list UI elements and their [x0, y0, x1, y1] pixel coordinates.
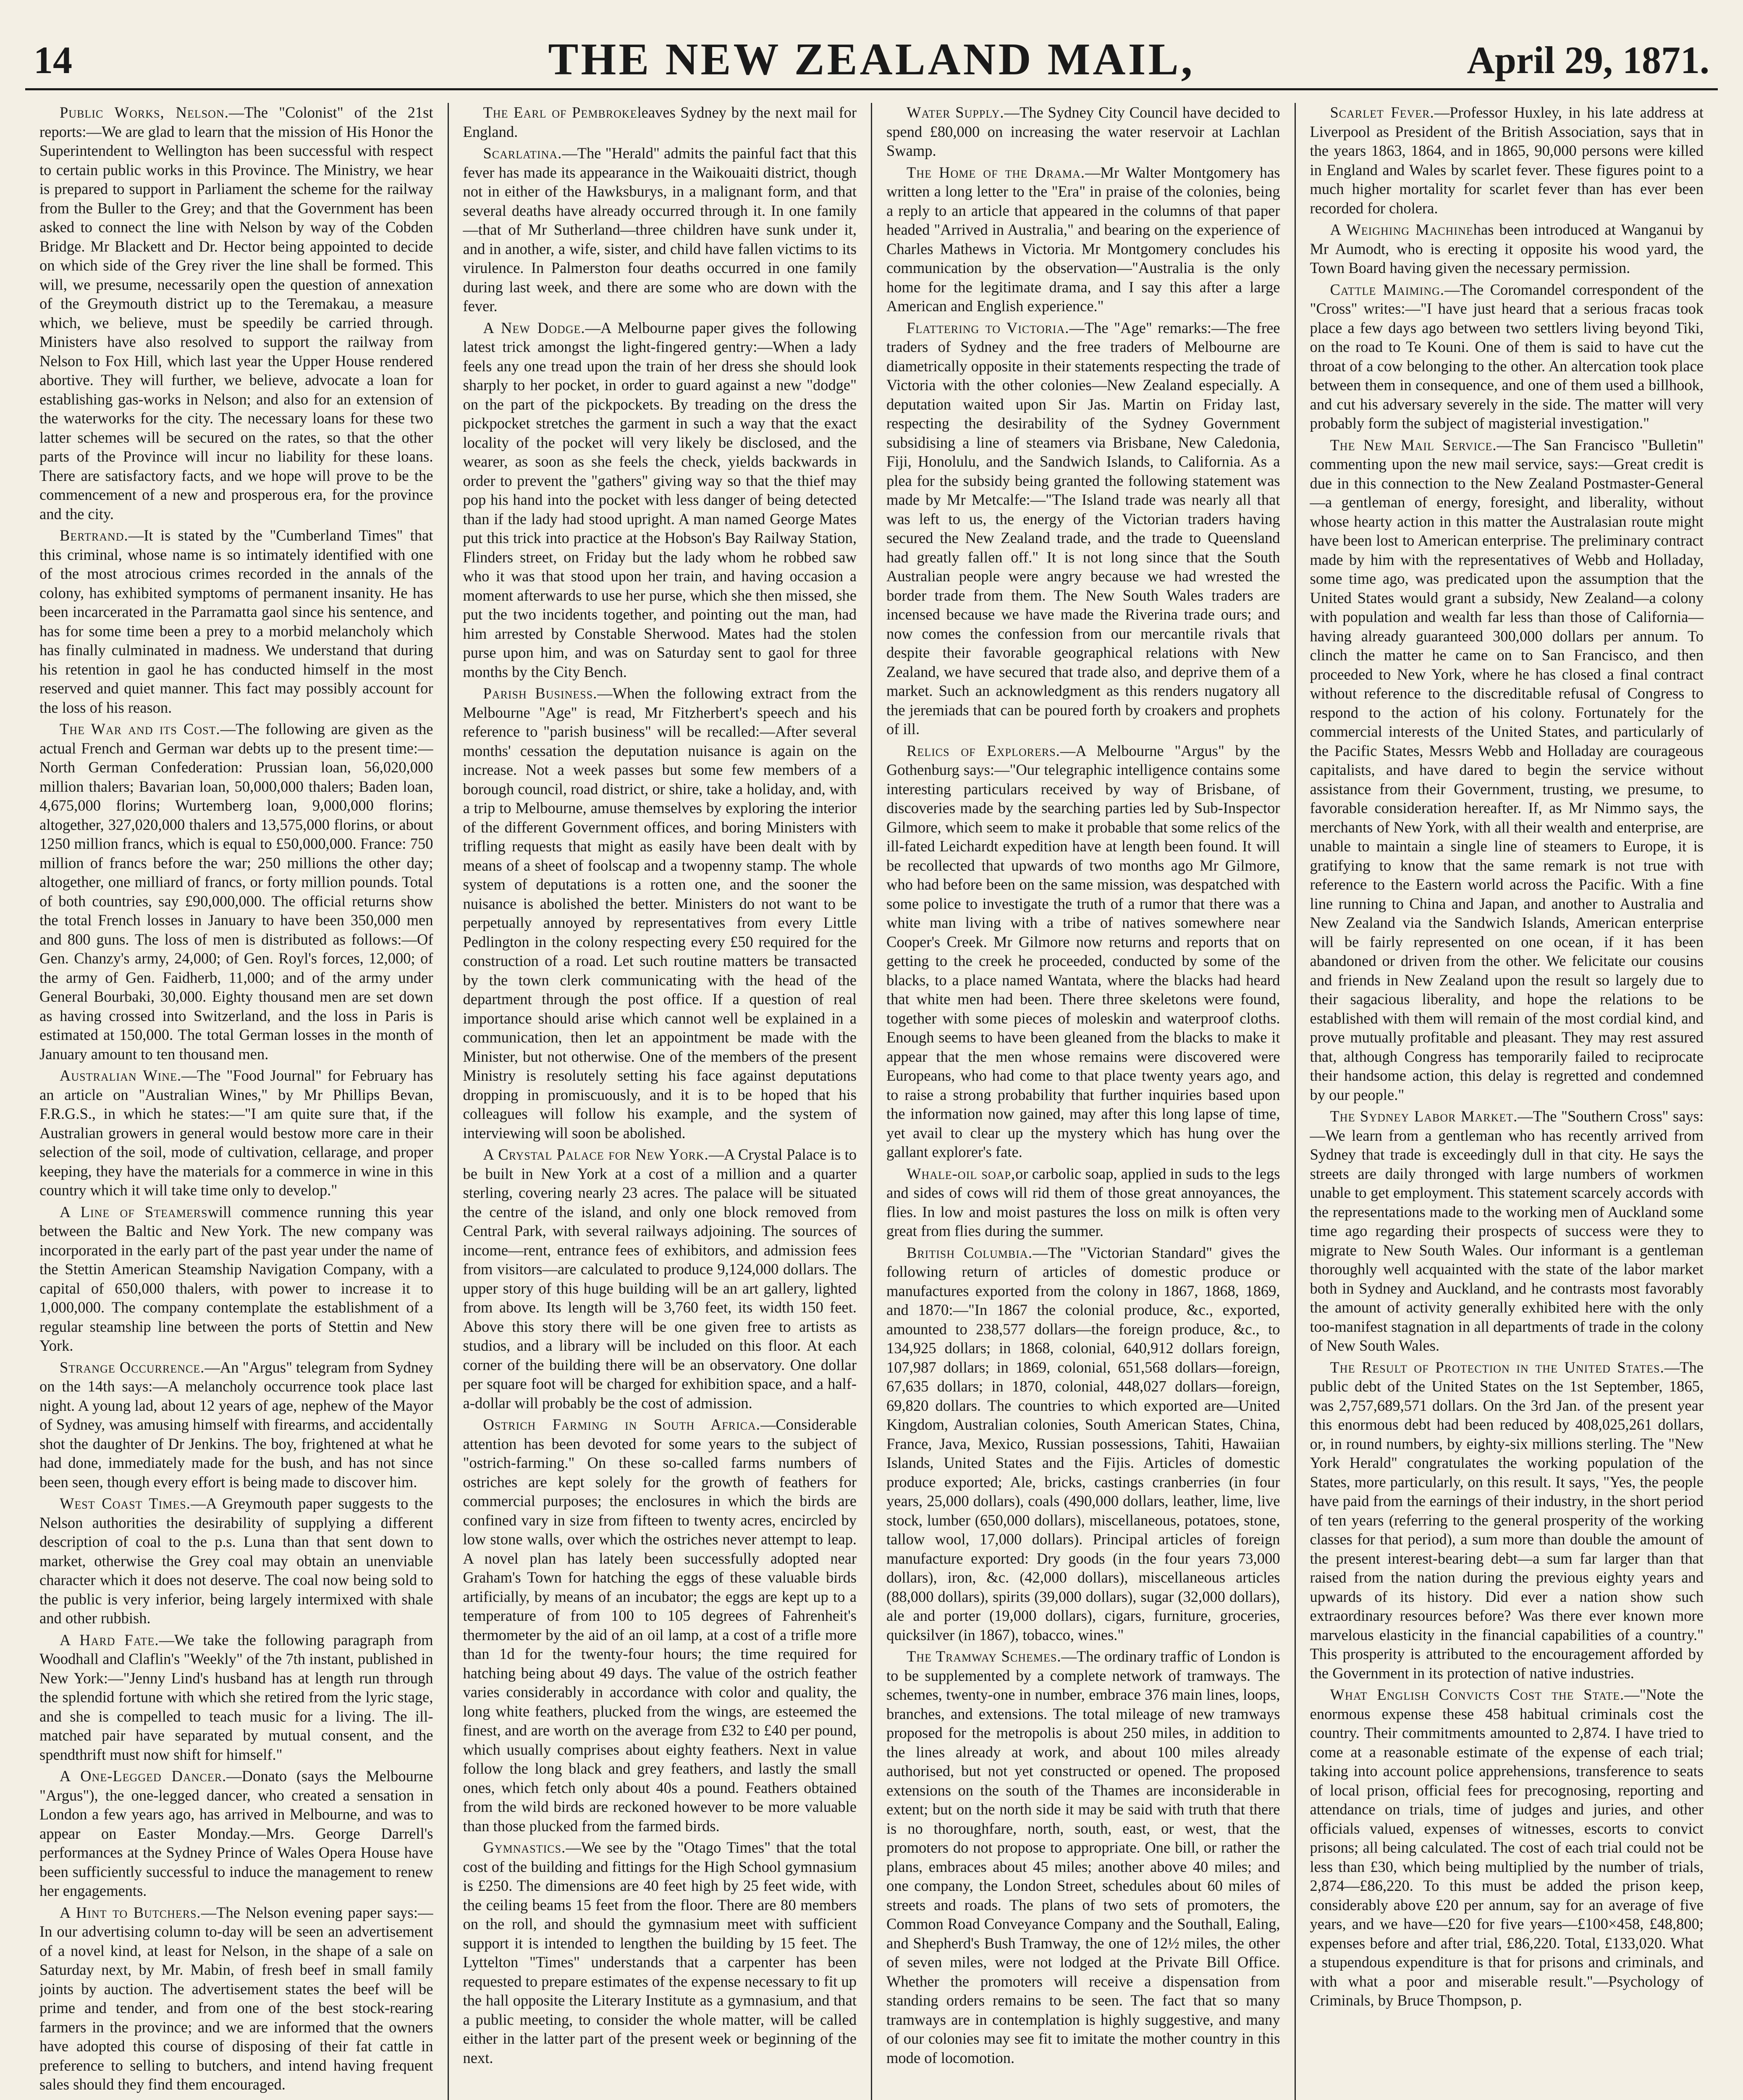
article-body: —The following are given as the actual French and German war debts up to the present time:—North German Confederation: Prussian loan, 56,020,000 million thalers; Bavarian loan, 50,000,000 thalers; Baden loan, 4,675,000 florins; Wurtemberg loan, 9,000,000 florins; altogether, 327,020,000 thalers and 13,575,000 florins, or about 1250 million francs, which is equal to £50,000,000. France: 750 million of francs before the war; 250 millions the other day; altogether, one milliard of francs, or forty million pounds. Total of both countries, say £90,000,000. The official returns show the total French losses in January to have been 350,000 men and 800 guns. The loss of men is distributed as follows:—Of Gen. Chanzy's army, 24,000; of Gen. Royl's forces, 12,000; of the army of Gen. Faidherb, 11,000; and of the army under General Bourbaki, 30,000. Eighty thousand men are set down as having crossed into Switzerland, and the loss in Paris is estimated at 150,000. The total German losses in the month of January amount to ten thousand men.: [39, 720, 433, 1063]
article-headline: A New Dodge.: [483, 319, 585, 336]
newspaper-title: THE NEW ZEALAND MAIL,: [548, 34, 1195, 84]
article-headline: The Result of Protection in the United States.: [1330, 1358, 1664, 1376]
article: [39, 1903, 433, 2094]
article-body: —A Melbourne paper gives the following latest trick amongst the light-fingered gentry:—When a lady feels any one tread upon the train of her dress she should look sharply to her pocket, in order to guard against a new "dodge" on the part of the pickpockets. By treading on the dress the pickpocket stretches the garment in such a way that the exact locality of the pocket will very likely be disclosed, and the wearer, as soon as she feels the check, yields backwards in order to prevent the "gathers" giving way so that the thief may pop his hand into the pocket with less danger of being detected than if the lady had stood upright. A man named George Mates put this trick into practice at the Hobson's Bay Railway Station, Flinders street, on Friday but the lady whom he robbed saw who it was that stood upon her train, and having occasion a moment afterwards to use her purse, which she then missed, she put the two incidents together, and pointing out the man, had him arrested by Constable Sherwood. Mates had the stolen purse upon him, and was on Saturday sent to gaol for three months by the City Bench.: [463, 319, 857, 680]
article: [1310, 220, 1704, 278]
article-body: has been introduced at Wanganui by Mr Aumodt, who is erecting it opposite his wood yard, the Town Board having given the necessary permission.: [1310, 221, 1704, 276]
issue-date: April 29, 1871.: [1467, 39, 1709, 81]
article: [1310, 103, 1704, 218]
article-headline: The New Mail Service.: [1330, 436, 1497, 454]
article-headline: Parish Business.: [483, 685, 598, 702]
article: [886, 103, 1280, 160]
article-body: —The ordinary traffic of London is to be supplemented by a complete network of tramways. The schemes, twenty-one in number, embrace 376 main lines, loops, branches, and extensions. The total mileage of new tramways proposed for the metropolis is about 250 miles, in addition to the lines already at work, and about 100 miles already authorised, but not yet constructed or opened. The proposed extensions on the south of the Thames are inconsiderable in extent; but on the north side it may be said with truth that there is no thoroughfare, north, south, east, or west, that the promoters do not propose to appropriate. One bill, or rather the plans, embraces about 45 miles; another above 40 miles; and one company, the London Street, schedules about 60 miles of streets and roads. The plans of two sets of promoters, the Common Road Conveyance Company and the Southall, Ealing, and Shepherd's Bush Tramway, the one of 12½ miles, the other of seven miles, were not lodged at the Private Bill Office. Whether the promoters will receive a dispensation from standing orders remains to be seen. The fact that so many tramways are in contemplation is highly suggestive, and many of our colonies may see fit to imitate the mother country in this mode of locomotion.: [886, 1648, 1280, 2066]
article-headline: Cattle Maiming.: [1330, 281, 1444, 298]
article: [39, 526, 433, 717]
article-headline: Strange Occurrence.: [60, 1358, 205, 1376]
article-body: —The Coromandel correspondent of the "Cross" writes:—"I have just heard that a serious fracas took place a few days ago between two settlers living beyond Tiki, on the road to Te Kouni. One of them is said to have cut the throat of a cow belonging to the other. An altercation took place between them in consequence, and one of them used a billhook, and cut his adversary severely in the side. The matter will very probably form the subject of magisterial investigation.": [1310, 281, 1704, 432]
article-headline: A Crystal Palace for New York.: [483, 1146, 709, 1163]
masthead: [25, 29, 1718, 90]
article: [886, 741, 1280, 1162]
article-body: —Mr Walter Montgomery has written a long letter to the "Era" in praise of the colonies, being a reply to an article that appeared in the columns of that paper headed "Arrived in Australia," and bearing on the experience of Charles Mathews in Victoria. Mr Montgomery concludes his communication by the observation—"Australia is the only home for the legitimate drama, and I say this after a large American and English experience.": [886, 163, 1280, 315]
article-headline: Bertrand.: [60, 527, 128, 544]
article: [1310, 1107, 1704, 1355]
column-2: [449, 103, 873, 2100]
article: [39, 103, 433, 523]
article: [463, 1415, 857, 1835]
article-headline: Australian Wine.: [60, 1067, 182, 1084]
article: [463, 1145, 857, 1412]
article: [1310, 1358, 1704, 1683]
article-headline: Gymnastics.: [483, 1839, 566, 1856]
article-body: —We take the following paragraph from Woodhall and Claflin's "Weekly" of the 7th instant, published in New York:—"Jenny Lind's husband has at length run through the splendid fortune with which she retired from the lyric stage, and she is compelled to teach music for a living. The ill-matched pair have separated by mutual consent, and the spendthrift must now shift for himself.": [39, 1631, 433, 1763]
columns: [25, 103, 1718, 2100]
article-headline: West Coast Times.: [60, 1495, 191, 1512]
article-headline: Ostrich Farming in South Africa.: [483, 1416, 760, 1433]
page-number: 14: [34, 39, 72, 81]
article-body: —The "Age" remarks:—The free traders of Sydney and the free traders of Melbourne are diametrically opposite in their statements respecting the trade of Victoria with the other colonies—New Zealand especially. A deputation waited upon Sir Jas. Martin on Friday last, respecting the desirability of the Sydney Government subsidising a line of steamers via Brisbane, New Caledonia, Fiji, Honolulu, and the Sandwich Islands, to California. As a plea for the subsidy being granted the following statement was made by Mr Metcalfe:—"The Island trade was nearly all that was left to us, the energy of the Victorian traders having secured the New Zealand trade, and the trade to Queensland had greatly fallen off." It is not long since that the South Australian people were angry because we had wrested the border trade from them. The New South Wales traders are incensed because we have made the Riverina trade ours; and now comes the confession from our mercantile rivals that despite their favorable geographical relations with New Zealand, we have secured that trade also, and deprive them of a market. Such an acknowledgment as this renders nugatory all the jeremiads that can be poured forth by croakers and prophets of ill.: [886, 319, 1280, 738]
article: [1310, 280, 1704, 433]
article: [886, 1647, 1280, 2067]
article: [886, 318, 1280, 739]
article-headline: The Home of the Drama.: [907, 163, 1085, 181]
article: [463, 144, 857, 316]
article: [1310, 436, 1704, 1105]
article-headline: A Line of Steamers: [60, 1203, 208, 1221]
article-headline: Scarlatina.: [483, 144, 562, 162]
article-headline: What English Convicts Cost the State.: [1330, 1686, 1625, 1703]
article-body: —An "Argus" telegram from Sydney on the 14th says:—A melancholy occurrence took place last night. A young lad, about 12 years of age, nephew of the Mayor of Sydney, was amusing himself with firearms, and accidentally shot the daughter of Dr Jenkins. The boy, frightened at what he had done, immediately made for the bush, and has not since been seen, though every effort is being made to discover him.: [39, 1358, 433, 1491]
article-headline: A Weighing Machine: [1330, 221, 1473, 238]
column-3: [872, 103, 1296, 2100]
article-headline: British Columbia.: [907, 1244, 1033, 1261]
article: [39, 1630, 433, 1764]
article-body: will commence running this year between the Baltic and New York. The new company was incorporated in the early part of the past year under the name of the Stettin American Steamship Navigation Company, with a capital of 650,000 thalers, with power to increase it to 1,000,000. The company contemplate the establishment of a regular steamship line between the ports of Stettin and New York.: [39, 1203, 433, 1354]
article-body: —We see by the "Otago Times" that the total cost of the building and fittings for the High School gymnasium is £250. The dimensions are 40 feet high by 25 feet wide, with the ceiling beams 15 feet from the floor. There are 80 members on the roll, and should the gymnasium meet with sufficient support it is intended to lengthen the building by 15 feet. The Lyttelton "Times" understands that a carpenter has been requested to prepare estimates of the expense necessary to fit up the hall opposite the Literary Institute as a gymnasium, and that a public meeting, to consider the whole matter, will be called either in the latter part of the present week or beginning of the next.: [463, 1839, 857, 2066]
article: [886, 163, 1280, 316]
article: [886, 1243, 1280, 1645]
article-headline: A One-Legged Dancer.: [60, 1767, 227, 1785]
article-body: —A Crystal Palace is to be built in New York at a cost of a million and a quarter sterling, covering nearly 23 acres. The palace will be situated the centre of the island, and only one block removed from Central Park, with several railways adjoining. The sources of income—rent, entrance fees of exhibitors, and admission fees from visitors—are calculated to produce 9,124,000 dollars. The upper story of this huge building will be an art gallery, lighted from above. Its length will be 3,760 feet, its width 150 feet. Above this story there will be one given free to artists as studios, and a library will be included on this floor. At each corner of the building there will be an observatory. One dollar per square foot will be charged for exhibition space, and a half-a-dollar will probably be the cost of admission.: [463, 1146, 857, 1412]
article-headline: The Earl of Pembroke: [483, 104, 637, 121]
article-body: leaves Sydney by the next mail for England.: [463, 104, 857, 140]
article: [463, 103, 857, 141]
article-headline: The War and its Cost.: [60, 720, 220, 738]
article: [886, 1164, 1280, 1241]
article: [39, 1494, 433, 1628]
article-body: —The "Food Journal" for February has an article on "Australian Wines," by Mr Phillips Bevan, F.R.G.S., in which he states:—"I am quite sure that, if the Australian growers in general would bestow more care in their selection of the soil, mode of cultivation, cellarage, and proper keeping, they have the materials for a commerce in wine in this country which it will take time only to develop.": [39, 1067, 433, 1199]
article-body: —It is stated by the "Cumberland Times" that this criminal, whose name is so intimately identified with one of the most atrocious crimes recorded in the annals of the colony, has exhibited symptoms of permanent insanity. He has been incarcerated in the Parramatta gaol since his sentence, and has for some time been a prey to a morbid melancholy which has finally culminated in madness. We understand that during his retention in gaol he has conducted himself in the most reserved and quiet manner. This fact may possibly account for the loss of his reason.: [39, 527, 433, 716]
article-body: —A Melbourne "Argus" by the Gothenburg says:—"Our telegraphic intelligence contains some interesting particulars received by way of Brisbane, of discoveries made by the searching parties led by Sub-Inspector Gilmore, which seem to make it probable that some relics of the ill-fated Leichardt expedition have at length been found. It will be recollected that upwards of two months ago Mr Gilmore, who had before been on the same mission, was despatched with some police to investigate the truth of a rumor that there was a white man living with a tribe of natives somewhere near Cooper's Creek. Mr Gilmore now returns and reports that on getting to the creek he proceeded, conducted by some of the blacks, to a place named Wantata, where the blacks had heard that white men had been. There three skeletons were found, together with some pieces of moleskin and waterproof cloths. Enough seems to have been gleaned from the blacks to make it appear that the men whose remains were discovered were Europeans, who had come to that place twenty years ago, and to raise a strong probability that further inquiries based upon the information now gained, may after this long lapse of time, yet avail to clear up the mystery which has hung over the gallant explorer's fate.: [886, 742, 1280, 1160]
article-headline: A Hint to Butchers.: [60, 1903, 201, 1921]
article-headline: Whale-oil soap,: [907, 1165, 1016, 1182]
article-body: —Donato (says the Melbourne "Argus"), the one-legged dancer, who created a sensation in London a few years ago, has arrived in Melbourne, and was to appear on Easter Monday.—Mrs. George Darrell's performances at the Sydney Prince of Wales Opera House have been sufficiently successful to induce the management to renew her engagements.: [39, 1767, 433, 1899]
article-body: —The "Colonist" of the 21st reports:—We are glad to learn that the mission of His Honor the Superintendent to Wellington has been successful with respect to certain public works in this Province. The Ministry, we hear is prepared to support in Parliament the scheme for the railway from the Buller to the Grey; and that the Government has been asked to connect the line with Nelson by way of the Cobden Bridge. Mr Blackett and Dr. Hector being appointed to decide on which side of the Grey river the line shall be formed. This will, we presume, necessarily open the question of annexation of the Greymouth district up to the Teremakau, a measure which, we believe, must be speedily be carried through. Ministers have also resolved to support the railway from Nelson to Fox Hill, which last year the Upper House rendered abortive. They will further, we believe, advocate a loan for establishing gas-works in Nelson; and also for an extension of the waterworks for the city. The necessary loans for these two latter schemes will be secured on the rates, so that the other parts of the Province will incur no liability for these loans. There are satisfactory facts, and we hope will prove to be the commencement of a new and prosperous era, for the province and the city.: [39, 104, 433, 522]
article-body: —The Nelson evening paper says:—In our advertising column to-day will be seen an advertisement of a novel kind, at least for Nelson, in the shape of a sale on Saturday next, by Mr. Mabin, of fresh beef in small family joints by auction. The advertisement states the beef will be prime and tender, and from one of the best stock-rearing farmers in the province; and we are informed that the owners have adopted this course of disposing of their fat cattle in preference to selling to butchers, and intend having frequent sales should they find them encouraged.: [39, 1903, 433, 2093]
article-body: —Considerable attention has been devoted for some years to the subject of "ostrich-farming." On these so-called farms numbers of ostriches are kept solely for the growth of feathers for commercial purposes; the enclosures in which the birds are confined vary in size from fifteen to twenty acres, encircled by low stone walls, over which the ostriches never attempt to leap. A novel plan has lately been successfully adopted near Graham's Town for hatching the eggs of these valuable birds artificially, by means of an incubator; the eggs are kept up to a temperature of from 100 to 105 degrees of Fahrenheit's thermometer by the aid of an oil lamp, at a cost of a trifle more than 1d for the twenty-four hours; the time required for hatching being about 49 days. The value of the ostrich feather varies considerably in accordance with color and quality, the long white feathers, plucked from the wings, are esteemed the finest, and are worth on the average from £32 to £40 per pound, which usually comprises about eighty feathers. Next in value follow the long black and grey feathers, and lastly the small ones, which fetch only about 40s a pound. Feathers obtained from the wild birds are reckoned however to be more valuable than those plucked from the farmed birds.: [463, 1416, 857, 1835]
article: [1310, 1685, 1704, 2010]
article-body: —The public debt of the United States on the 1st September, 1865, was 2,757,689,571 dollars. On the 3rd Jan. of the present year this enormous debt had been reduced by 408,025,261 dollars, or, in round numbers, by eighty-six millions sterling. The "New York Herald" congratulates the working population of the States, more particularly, on this result. It says, "Yes, the people have paid from the earnings of their industry, in the short period of ten years (referring to the general prosperity of the working classes for that period), a sum more than double the amount of the present interest-bearing debt—a sum far larger than that raised from the nation during the previous eighty years and upwards of its history. Did ever a nation show such extraordinary resources before? Was there ever known more marvelous elasticity in the financial capabilities of a country." This prosperity is attributed to the encouragement afforded by the Government in its protection of native industries.: [1310, 1358, 1704, 1682]
article-headline: A Hard Fate.: [60, 1631, 159, 1648]
article-headline: Water Supply.: [907, 104, 1004, 121]
article: [463, 1838, 857, 2067]
article-headline: The Sydney Labor Market.: [1330, 1108, 1518, 1125]
article-headline: Relics of Explorers.: [907, 742, 1060, 759]
article: [39, 1767, 433, 1900]
article-body: —"Note the enormous expense these 458 habitual criminals cost the country. Their commitments amounted to 2,874. I have tried to come at a reasonable estimate of the expense of each trial; taking into account police apprehensions, transference to seats of local prison, official fees for precognosing, reporting and attendance on trials, time of judges and juries, and other officials valued, expenses of witnesses, escorts to convict prisons; all being calculated. The cost of each trial could not be less than £30, which being multiplied by the number of trials, 2,874—£86,220. To this must be added the prison keep, considerably above £20 per annum, say for an average of five years, and we have—£20 for five years—£100×458, £48,800; expenses before and after trial, £86,220. Total, £133,020. What a stupendous expenditure is that for prisons and criminals, and with what a poor and miserable result."—Psychology of Criminals, by Bruce Thompson, p.: [1310, 1686, 1704, 2009]
article: [463, 318, 857, 682]
article-body: —Professor Huxley, in his late address at Liverpool as President of the British Association, says that in the years 1863, 1864, and in 1865, 90,000 persons were killed in England and Wales by scarlet fever. These figures point to a much higher mortality for scarlet fever than has ever been recorded for cholera.: [1310, 104, 1704, 217]
article: [39, 1202, 433, 1355]
article-body: or carbolic soap, applied in suds to the legs and sides of cows will rid them of those great annoyances, the flies. In low and moist pastures the loss on milk is often very great from flies during the summer.: [886, 1165, 1280, 1239]
article: [39, 1066, 433, 1200]
article-body: —The San Francisco "Bulletin" commenting upon the new mail service, says:—Great credit is due in this connection to the New Zealand Postmaster-General—a gentleman of energy, foresight, and liberality, without whose hearty action in this matter the Australasian route might have been lost to American enterprise. The preliminary contract made by him with the representatives of Webb and Holladay, some time ago, was predicated upon the assumption that the United States would grant a subsidy, New Zealand—a colony with population and wealth far less than those of California—having already guaranteed 300,000 dollars per annum. To clinch the matter he came on to San Francisco, and then proceeded to New York, where he has closed a final contract without reference to the discreditable refusal of Congress to respond to the action of his colony. Fortunately for the commercial interests of the United States, and particularly of the Pacific States, Messrs Webb and Holladay are courageous capitalists, and have dared to begin the service without assistance from their Government, trusting, we presume, to favorable consideration hereafter. If, as Mr Nimmo says, the merchants of New York, with all their wealth and enterprise, are unable to maintain a single line of steamers to Europe, it is gratifying to know that the same remark is not true with reference to the Eastern world across the Pacific. With a fine line running to China and Japan, and another to Australia and New Zealand via the Sandwich Islands, American enterprise will be fairly represented on one ocean, if it has been abandoned or driven from the other. We felicitate our cousins and friends in New Zealand upon the result so largely due to their sagacious liberality, and hope the relations to be established with them will remain of the most cordial kind, and prove mutually profitable and pleasant. They may rest assured that, although Congress has temporarily failed to reciprocate their handsome action, this delay is regretted and condemned by our people.": [1310, 436, 1704, 1103]
article-body: —The "Southern Cross" says:—We learn from a gentleman who has recently arrived from Sydney that trade is exceedingly dull in that city. He says the streets are daily thronged with large numbers of workmen unable to get employment. This statement scarcely accords with the representations made to the working men of Auckland some time ago regarding their prospects of success were they to migrate to New South Wales. Our informant is a gentleman thoroughly well acquainted with the state of the labor market both in Sydney and Auckland, and he contrasts most favorably the amount of activity generally exhibited here with the only too-manifest stagnation in all departments of trade in the colony of New South Wales.: [1310, 1108, 1704, 1354]
article-headline: The Tramway Schemes.: [907, 1648, 1062, 1665]
article: [39, 719, 433, 1063]
column-4: [1296, 103, 1718, 2100]
column-1: [25, 103, 449, 2100]
article: [39, 1358, 433, 1492]
article-body: —The "Victorian Standard" gives the following return of articles of domestic produce or manufactures exported from the colony in 1867, 1868, 1869, and 1870:—"In 1867 the colonial produce, &c., exported, amounted to 238,577 dollars—the foreign produce, &c., to 134,925 dollars; in 1868, colonial, 640,912 dollars foreign, 107,987 dollars; in 1869, colonial, 651,568 dollars—foreign, 67,635 dollars; in 1870, colonial, 448,027 dollars—foreign, 69,820 dollars. The countries to which exported are—United Kingdom, Australian colonies, South American States, China, France, Java, Mexico, Russian possessions, Tahiti, Hawaiian Islands, United States and the Fijis. Articles of domestic produce exported; Ale, bricks, castings cranberries (in four years, 25,000 dollars), coals (490,000 dollars, leather, lime, live stock, lumber (650,000 dollars), miscellaneous, potatoes, stone, tallow wool, 17,000 dollars). Principal articles of foreign manufacture exported: Dry goods (in the four years 73,000 dollars), iron, &c. (42,000 dollars), miscellaneous articles (88,000 dollars), spirits (39,000 dollars), sugar (32,000 dollars), ale and porter (19,000 dollars), cigars, furniture, groceries, quicksilver (in 1867), tobacco, wines.": [886, 1244, 1280, 1643]
article-body: —The Sydney City Council have decided to spend £80,000 on increasing the water reservoir at Lachlan Swamp.: [886, 104, 1280, 159]
article-body: —A Greymouth paper suggests to the Nelson authorities the desirability of supplying a different description of coal to the p.s. Luna than that sent down to market, otherwise the Grey coal may obtain an unenviable character which it does not deserve. The coal now being sold to the public is very inferior, being largely intermixed with shale and other rubbish.: [39, 1495, 433, 1627]
article-body: —When the following extract from the Melbourne "Age" is read, Mr Fitzherbert's speech and his reference to "parish business" will be recalled:—After several months' cessation the deputation nuisance is again on the increase. Not a week passes but some few members of a borough council, road district, or shire, take a holiday, and, with a trip to Melbourne, amuse themselves by exploring the interior of the different Government offices, and boring Ministers with trifling requests that might as easily have been dealt with by means of a sheet of foolscap and a twopenny stamp. The whole system of deputations is a rotten one, and the sooner the nuisance is abolished the better. Ministers do not want to be perpetually annoyed by representatives from every Little Pedlington in the colony respecting every £50 required for the construction of a road. Let such routine matters be transacted by the town clerk communicating with the head of the department through the post office. If a question of real importance should arise which cannot well be explained in a communication, then let an appointment be made with the Minister, but not otherwise. One of the members of the present Ministry is resolutely setting his face against deputations dropping in promiscuously, and it is to be hoped that his colleagues will follow his example, and the system of interviewing will soon be abolished.: [463, 685, 857, 1142]
article-body: —The "Herald" admits the painful fact that this fever has made its appearance in the Waikouaiti district, though not in either of the Hawksburys, in a malignant form, and that several deaths have already occurred through it. In one family—that of Mr Sutherland—three children have sunk under it, and in another, a wife, sister, and child have fallen victims to its virulence. In Palmerston four deaths occurred in one family during last week, and there are some who are down with the fever.: [463, 144, 857, 315]
article-headline: Public Works, Nelson.: [60, 104, 229, 121]
article-headline: Scarlet Fever.: [1330, 104, 1434, 121]
article-headline: Flattering to Victoria.: [907, 319, 1069, 336]
article: [463, 684, 857, 1142]
